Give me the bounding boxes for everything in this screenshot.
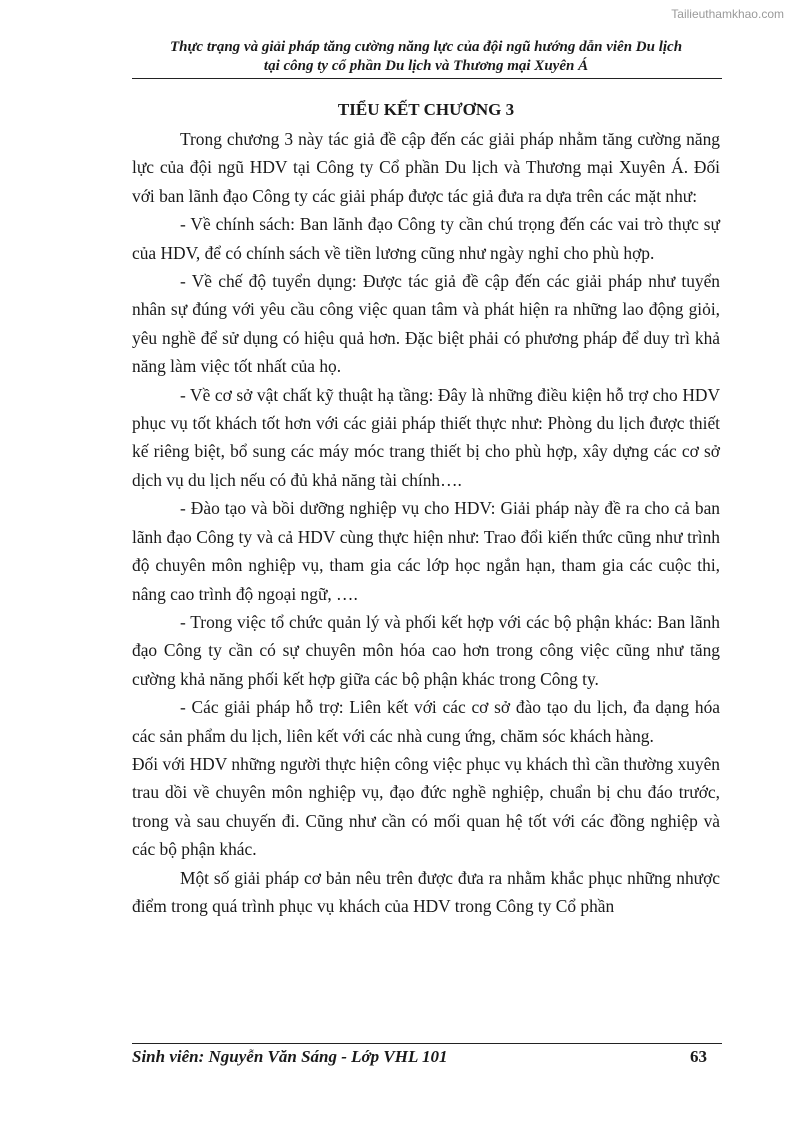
paragraph-training: - Đào tạo và bồi dưỡng nghiệp vụ cho HDV: Giải pháp này đề ra cho cả ban lãnh đạo Công ty và cả HDV cùng thực hiện như: Trao đổi kiến thức cũng như trình độ chuyên môn nghiệp vụ, tham gia các lớp học ngắn hạn, tham gia các cuộc thi, nâng cao trình độ ngoại ngữ, …. bbox=[132, 498, 720, 604]
paragraph-guides: Đối với HDV những người thực hiện công việc phục vụ khách thì cần thường xuyên trau dồi về chuyên môn nghiệp vụ, đạo đức nghề nghiệp, chuẩn bị chu đáo trước, trong và sau chuyến đi. Cũng như cần có mối quan hệ tốt với các đồng nghiệp và các bộ phận khác. bbox=[132, 753, 720, 860]
paragraph-recruitment: - Về chế độ tuyển dụng: Được tác giả đề cập đến các giải pháp như tuyển nhân sự đúng với yêu cầu công việc quan tâm và phát hiện ra những lao động giỏi, yêu nghề để sử dụng có hiệu quả hơn. Đặc biệt phải có phương pháp để duy trì khả năng làm việc tốt nhất của họ. bbox=[132, 271, 720, 377]
header-line-1: Thực trạng và giải pháp tăng cường năng lực của đội ngũ hướng dẫn viên Du lịch bbox=[169, 39, 683, 55]
paragraph-support: - Các giải pháp hỗ trợ: Liên kết với các cơ sở đào tạo du lịch, đa dạng hóa các sản phẩm du lịch, liên kết với các nhà cung ứng, chăm sóc khách hàng. bbox=[132, 697, 720, 746]
paragraph-management: - Trong việc tổ chức quản lý và phối kết hợp với các bộ phận khác: Ban lãnh đạo Công ty cần có sự chuyên môn hóa cao hơn trong công việc cũng như tăng cường khả năng phối kết hợp giữa các bộ phận khác trong Công ty. bbox=[132, 611, 720, 689]
footer-student: Sinh viên: Nguyễn Văn Sáng - Lớp VHL 101 bbox=[132, 1047, 448, 1066]
header-line-2: tại công ty cổ phần Du lịch và Thương mại Xuyên Á bbox=[263, 58, 589, 74]
running-header bbox=[132, 38, 720, 76]
body-text bbox=[132, 125, 720, 920]
footer-divider bbox=[132, 1043, 722, 1044]
paragraph-conclusion: Một số giải pháp cơ bản nêu trên được đưa ra nhằm khắc phục những nhược điểm trong quá trình phục vụ khách của HDV trong Công ty Cổ phần bbox=[132, 867, 720, 916]
chapter-summary-title: TIỂU KẾT CHƯƠNG 3 bbox=[337, 100, 515, 119]
paragraph-intro: Trong chương 3 này tác giả đề cập đến các giải pháp nhằm tăng cường năng lực của đội ngũ HDV tại Công ty Cổ phần Du lịch và Thương mại Xuyên Á. Đối với ban lãnh đạo Công ty các giải pháp được tác giả đưa ra dựa trên các mặt như: bbox=[132, 129, 720, 206]
paragraph-infrastructure: - Về cơ sở vật chất kỹ thuật hạ tầng: Đây là những điều kiện hỗ trợ cho HDV phục vụ tốt khách tốt hơn với các giải pháp thiết thực như: Phòng du lịch được thiết kế riêng biệt, bổ sung các máy móc trang thiết bị cho phù hợp, xây dựng các cơ sở dịch vụ du lịch nếu có đủ khả năng tài chính…. bbox=[132, 384, 720, 490]
watermark: Tailieuthamkhao.com bbox=[671, 7, 784, 21]
paragraph-policy: - Về chính sách: Ban lãnh đạo Công ty cần chú trọng đến các vai trò thực sự của HDV, để có chính sách về tiền lương cũng như ngày nghỉ cho phù hợp. bbox=[132, 214, 720, 263]
header-divider bbox=[132, 78, 722, 79]
page-number: 63 bbox=[690, 1047, 707, 1066]
